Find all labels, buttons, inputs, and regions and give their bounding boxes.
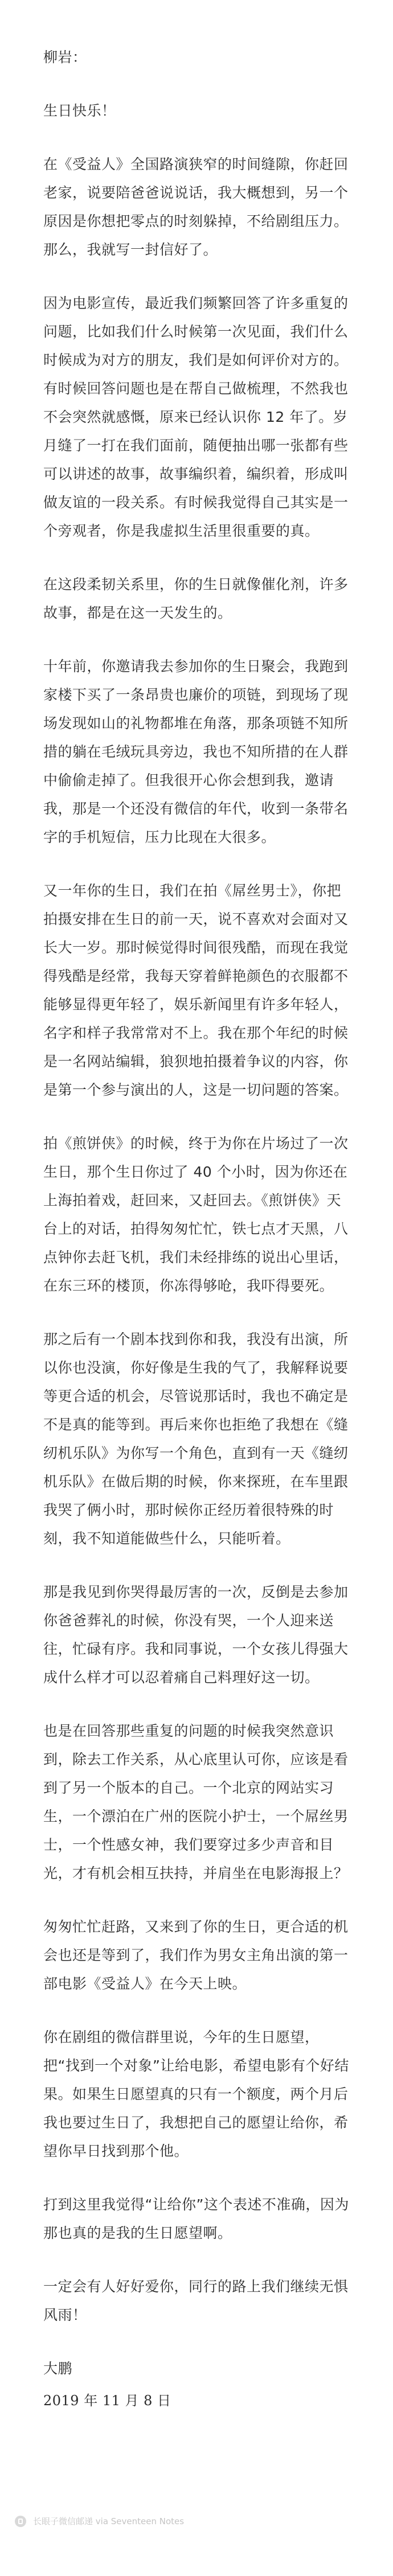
paragraph-3: 在这段柔韧关系里，你的生日就像催化剂，许多故事，都是在这一天发生的。 [43,576,349,621]
signature-block [43,2355,352,2415]
paragraph-11: 你在剧组的微信群里说，今年的生日愿望，把“找到一个对象”让给电影，希望电影有个好结果。如果生日愿望真的只有一个额度，两个月后我也要过生日了，我想把自己的愿望让给你，希望你早日找到那个他。 [43,2029,349,2159]
paragraph-4: 十年前，你邀请我去参加你的生日聚会，我跑到家楼下买了一条昂贵也廉价的项链，到现场了现场发现如山的礼物都堆在角落，那条项链不知所措的躺在毛绒玩具旁边，我也不知所措的在人群中偷偷走掉了。但我很开心你会想到我，邀请我，那是一个还没有微信的年代，收到一条带名字的手机短信，压力比现在大很多。 [43,658,349,845]
paragraph-8: 那是我见到你哭得最厉害的一次，反倒是去参加你爸爸葬礼的时候，你没有哭，一个人迎来送往，忙碌有序。我和同事说，一个女孩儿得强大成什么样才可以忍着痛自己料理好这一切。 [43,1584,349,1686]
footer-text: 长眼子微信邮递 via Seventeen Notes [33,2516,185,2526]
greeting: 生日快乐！ [43,102,116,119]
paragraph-2: 因为电影宣传，最近我们频繁回答了许多重复的问题，比如我们什么时候第一次见面，我们什么时候成为对方的朋友，我们是如何评价对方的。有时候回答问题也是在帮自己做梳理，不然我也不会突然就感慨，原来已经认识你 12 年了。岁月缝了一打在我们面前，随便抽出哪一张都有些可以讲述的故事，故事编织着，编织着，形成叫做友谊的一段关系。有时候我觉得自己其实是一个旁观者，你是我虚拟生活里很重要的真。 [43,295,349,539]
paragraph-6: 拍《煎饼侠》的时候，终于为你在片场过了一次生日，那个生日你过了 40 个小时，因为你还在上海拍着戏，赶回来，又赶回去。《煎饼侠》天台上的对话，拍得匆匆忙忙，铁七点才天黑，八点钟你去赶飞机，我们未经排练的说出心里话，在东三环的楼顶，你冻得够呛，我吓得要死。 [43,1135,349,1294]
salutation: 柳岩： [43,49,87,65]
signature-date: 2019 年 11 月 8 日 [43,2393,171,2409]
paragraph-12: 打到这里我觉得“让给你”这个表述不准确，因为那也真的是我的生日愿望啊。 [43,2196,349,2241]
paragraph-9: 也是在回答那些重复的问题的时候我突然意识到，除去工作关系，从心底里认可你，应该是看到了另一个版本的自己。一个北京的网站实习生，一个漂泊在广州的医院小护士，一个屌丝男士，一个性感女神，我们要穿过多少声音和目光，才有机会相互扶持，并肩坐在电影海报上？ [43,1723,349,1881]
paragraph-10: 匆匆忙忙赶路，又来到了你的生日，更合适的机会也还是等到了，我们作为男女主角出演的第一部电影《受益人》在今天上映。 [43,1918,349,1992]
paragraph-13: 一定会有人好好爱你，同行的路上我们继续无惧风雨！ [43,2278,349,2323]
mailbox-logo-icon [15,2516,26,2527]
footer-watermark [15,2515,184,2527]
paragraph-7: 那之后有一个剧本找到你和我，我没有出演，所以你也没演，你好像是生我的气了，我解释说要等更合适的机会，尽管说那话时，我也不确定是不是真的能等到。再后来你也拒绝了我想在《缝纫机乐队》为你写一个角色，直到有一天《缝纫机乐队》在做后期的时候，你来探班，在车里跟我哭了俩小时，那时候你正经历着很特殊的时刻，我不知道能做些什么，只能听着。 [43,1331,349,1547]
paragraph-1: 在《受益人》全国路演狭窄的时间缝隙，你赶回老家，说要陪爸爸说说话，我大概想到，另一个原因是你想把零点的时刻躲掉，不给剧组压力。那么，我就写一封信好了。 [43,156,349,258]
paragraph-5: 又一年你的生日，我们在拍《屌丝男士》，你把拍摄安排在生日的前一天，说不喜欢对会面对又长大一岁。那时候觉得时间很残酷，而现在我觉得残酷是经常，我每天穿着鲜艳颜色的衣服都不能够显得更年轻了，娱乐新闻里有许多年轻人，名字和样子我常常对不上。我在那个年纪的时候是一名网站编辑，狼狈地拍摄着争议的内容，你是第一个参与演出的人，这是一切问题的答案。 [43,882,349,1098]
signature-name: 大鹏 [43,2360,73,2377]
